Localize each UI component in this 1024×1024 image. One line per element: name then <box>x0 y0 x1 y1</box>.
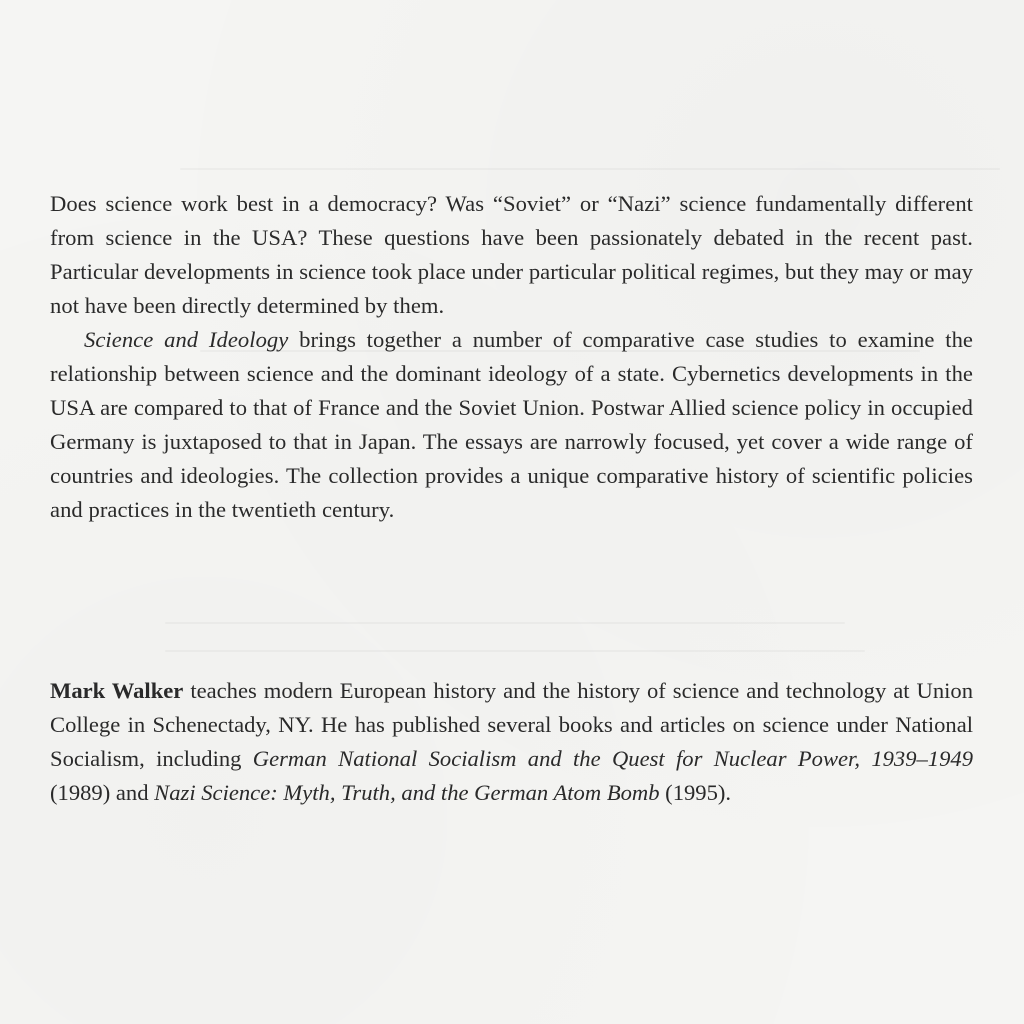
book-year-1: (1989) and <box>50 780 155 805</box>
show-through-line <box>165 622 845 624</box>
book-year-2: (1995). <box>659 780 732 805</box>
show-through-line <box>165 650 865 652</box>
book-title-2: Nazi Science: Myth, Truth, and the German Atom Bomb <box>154 780 660 805</box>
book-title: Science and Ideology <box>84 327 289 352</box>
author-bio <box>50 674 973 810</box>
description-paragraph-1: Does science work best in a democracy? Was “Soviet” or “Nazi” science fundamentally different from science in the USA? These questions have been passionately debated in the recent past. Particular developments in science took place under particular political regimes, but they may or may not have been directly determined by them. <box>50 191 973 318</box>
description-paragraph-2 <box>50 323 973 527</box>
show-through-line <box>180 168 1000 170</box>
author-bio-text: teaches modern European history and the history of science and technology at Union College in Schenectady, NY. He has published several books and articles on science under National Socialism, including <box>50 678 973 771</box>
book-title-1: German National Socialism and the Quest for Nuclear Power, 1939–1949 <box>252 746 973 771</box>
author-name: Mark Walker <box>50 678 184 703</box>
book-description <box>50 187 973 527</box>
description-paragraph-2-text: brings together a number of comparative case studies to examine the relationship between science and the dominant ideology of a state. Cybernetics developments in the USA are compared to that of France and the Soviet Union. Postwar Allied science policy in occupied Germany is juxtaposed to that in Japan. The essays are narrowly focused, yet cover a wide range of countries and ideologies. The collection provides a unique comparative history of scientific policies and practices in the twentieth century. <box>50 327 973 522</box>
